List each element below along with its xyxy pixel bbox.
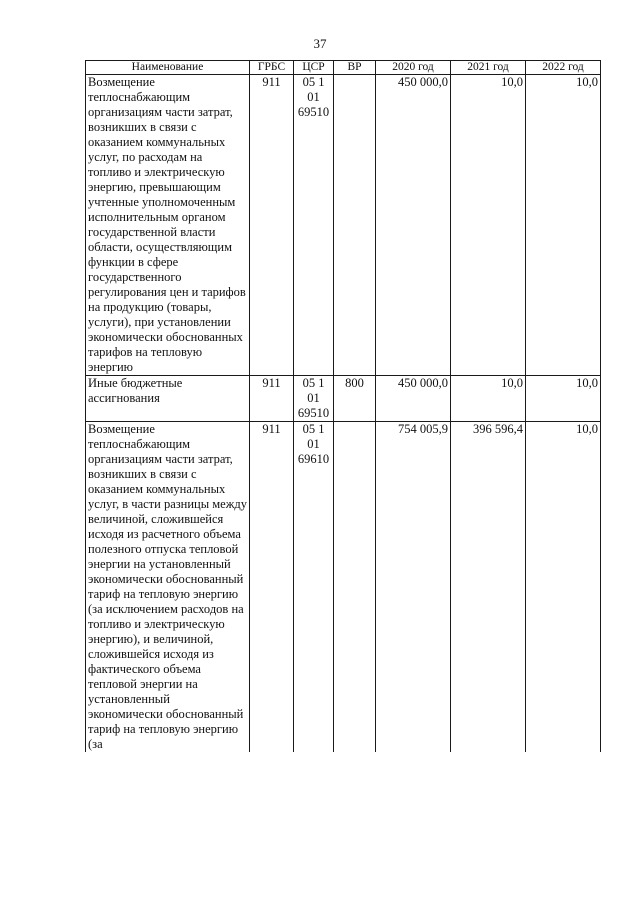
csr-part: 01 <box>307 391 320 405</box>
row-2022: 10,0 <box>526 376 601 422</box>
row-2020: 450 000,0 <box>376 75 451 376</box>
row-vr <box>334 75 376 376</box>
row-csr <box>294 75 334 376</box>
header-name: Наименование <box>86 61 250 75</box>
csr-part: 69510 <box>297 406 330 420</box>
header-csr: ЦСР <box>294 61 334 75</box>
table-row <box>86 422 601 753</box>
csr-part: 69610 <box>297 452 330 466</box>
row-csr <box>294 422 334 753</box>
row-csr <box>294 376 334 422</box>
row-2022: 10,0 <box>526 422 601 753</box>
header-2022: 2022 год <box>526 61 601 75</box>
csr-part: 69510 <box>297 105 330 119</box>
row-2020: 754 005,9 <box>376 422 451 753</box>
header-grbs: ГРБС <box>250 61 294 75</box>
header-vr: ВР <box>334 61 376 75</box>
table-row <box>86 75 601 376</box>
row-2021: 10,0 <box>451 75 526 376</box>
csr-part: 01 <box>307 90 320 104</box>
csr-part: 05 1 <box>302 422 325 436</box>
row-2020: 450 000,0 <box>376 376 451 422</box>
row-grbs: 911 <box>250 376 294 422</box>
row-2022: 10,0 <box>526 75 601 376</box>
table-header-row <box>86 61 601 75</box>
page-number: 37 <box>313 36 327 51</box>
row-grbs: 911 <box>250 75 294 376</box>
row-name: Возмещение теплоснабжающим организациям части затрат, возникших в связи с оказанием коммунальных услуг, в части разницы между величиной, сложившейся исходя из расчетного объема полезного отпуска тепловой энергии на установленный экономически обоснованный тариф на тепловую энергию (за исключением расходов на топливо и электрическую энергию), и величиной, сложившейся исходя из фактического объема тепловой энергии на установленный экономически обоснованный тариф на тепловую энергию (за <box>86 422 250 753</box>
header-2021: 2021 год <box>451 61 526 75</box>
budget-table <box>85 60 601 752</box>
csr-part: 05 1 <box>302 376 325 390</box>
table-row <box>86 376 601 422</box>
row-name: Иные бюджетные ассигнования <box>86 376 250 422</box>
row-name: Возмещение теплоснабжающим организациям части затрат, возникших в связи с оказанием коммунальных услуг, по расходам на топливо и электрическую энергию, превышающим учтенные уполномоченным исполнительным органом государственной власти области, осуществляющим функции в сфере государственного регулирования цен и тарифов на продукцию (товары, услуги), при установлении экономически обоснованных тарифов на тепловую энергию <box>86 75 250 376</box>
csr-part: 01 <box>307 437 320 451</box>
row-2021: 396 596,4 <box>451 422 526 753</box>
row-grbs: 911 <box>250 422 294 753</box>
row-vr: 800 <box>334 376 376 422</box>
row-vr <box>334 422 376 753</box>
csr-part: 05 1 <box>302 75 325 89</box>
row-2021: 10,0 <box>451 376 526 422</box>
header-2020: 2020 год <box>376 61 451 75</box>
